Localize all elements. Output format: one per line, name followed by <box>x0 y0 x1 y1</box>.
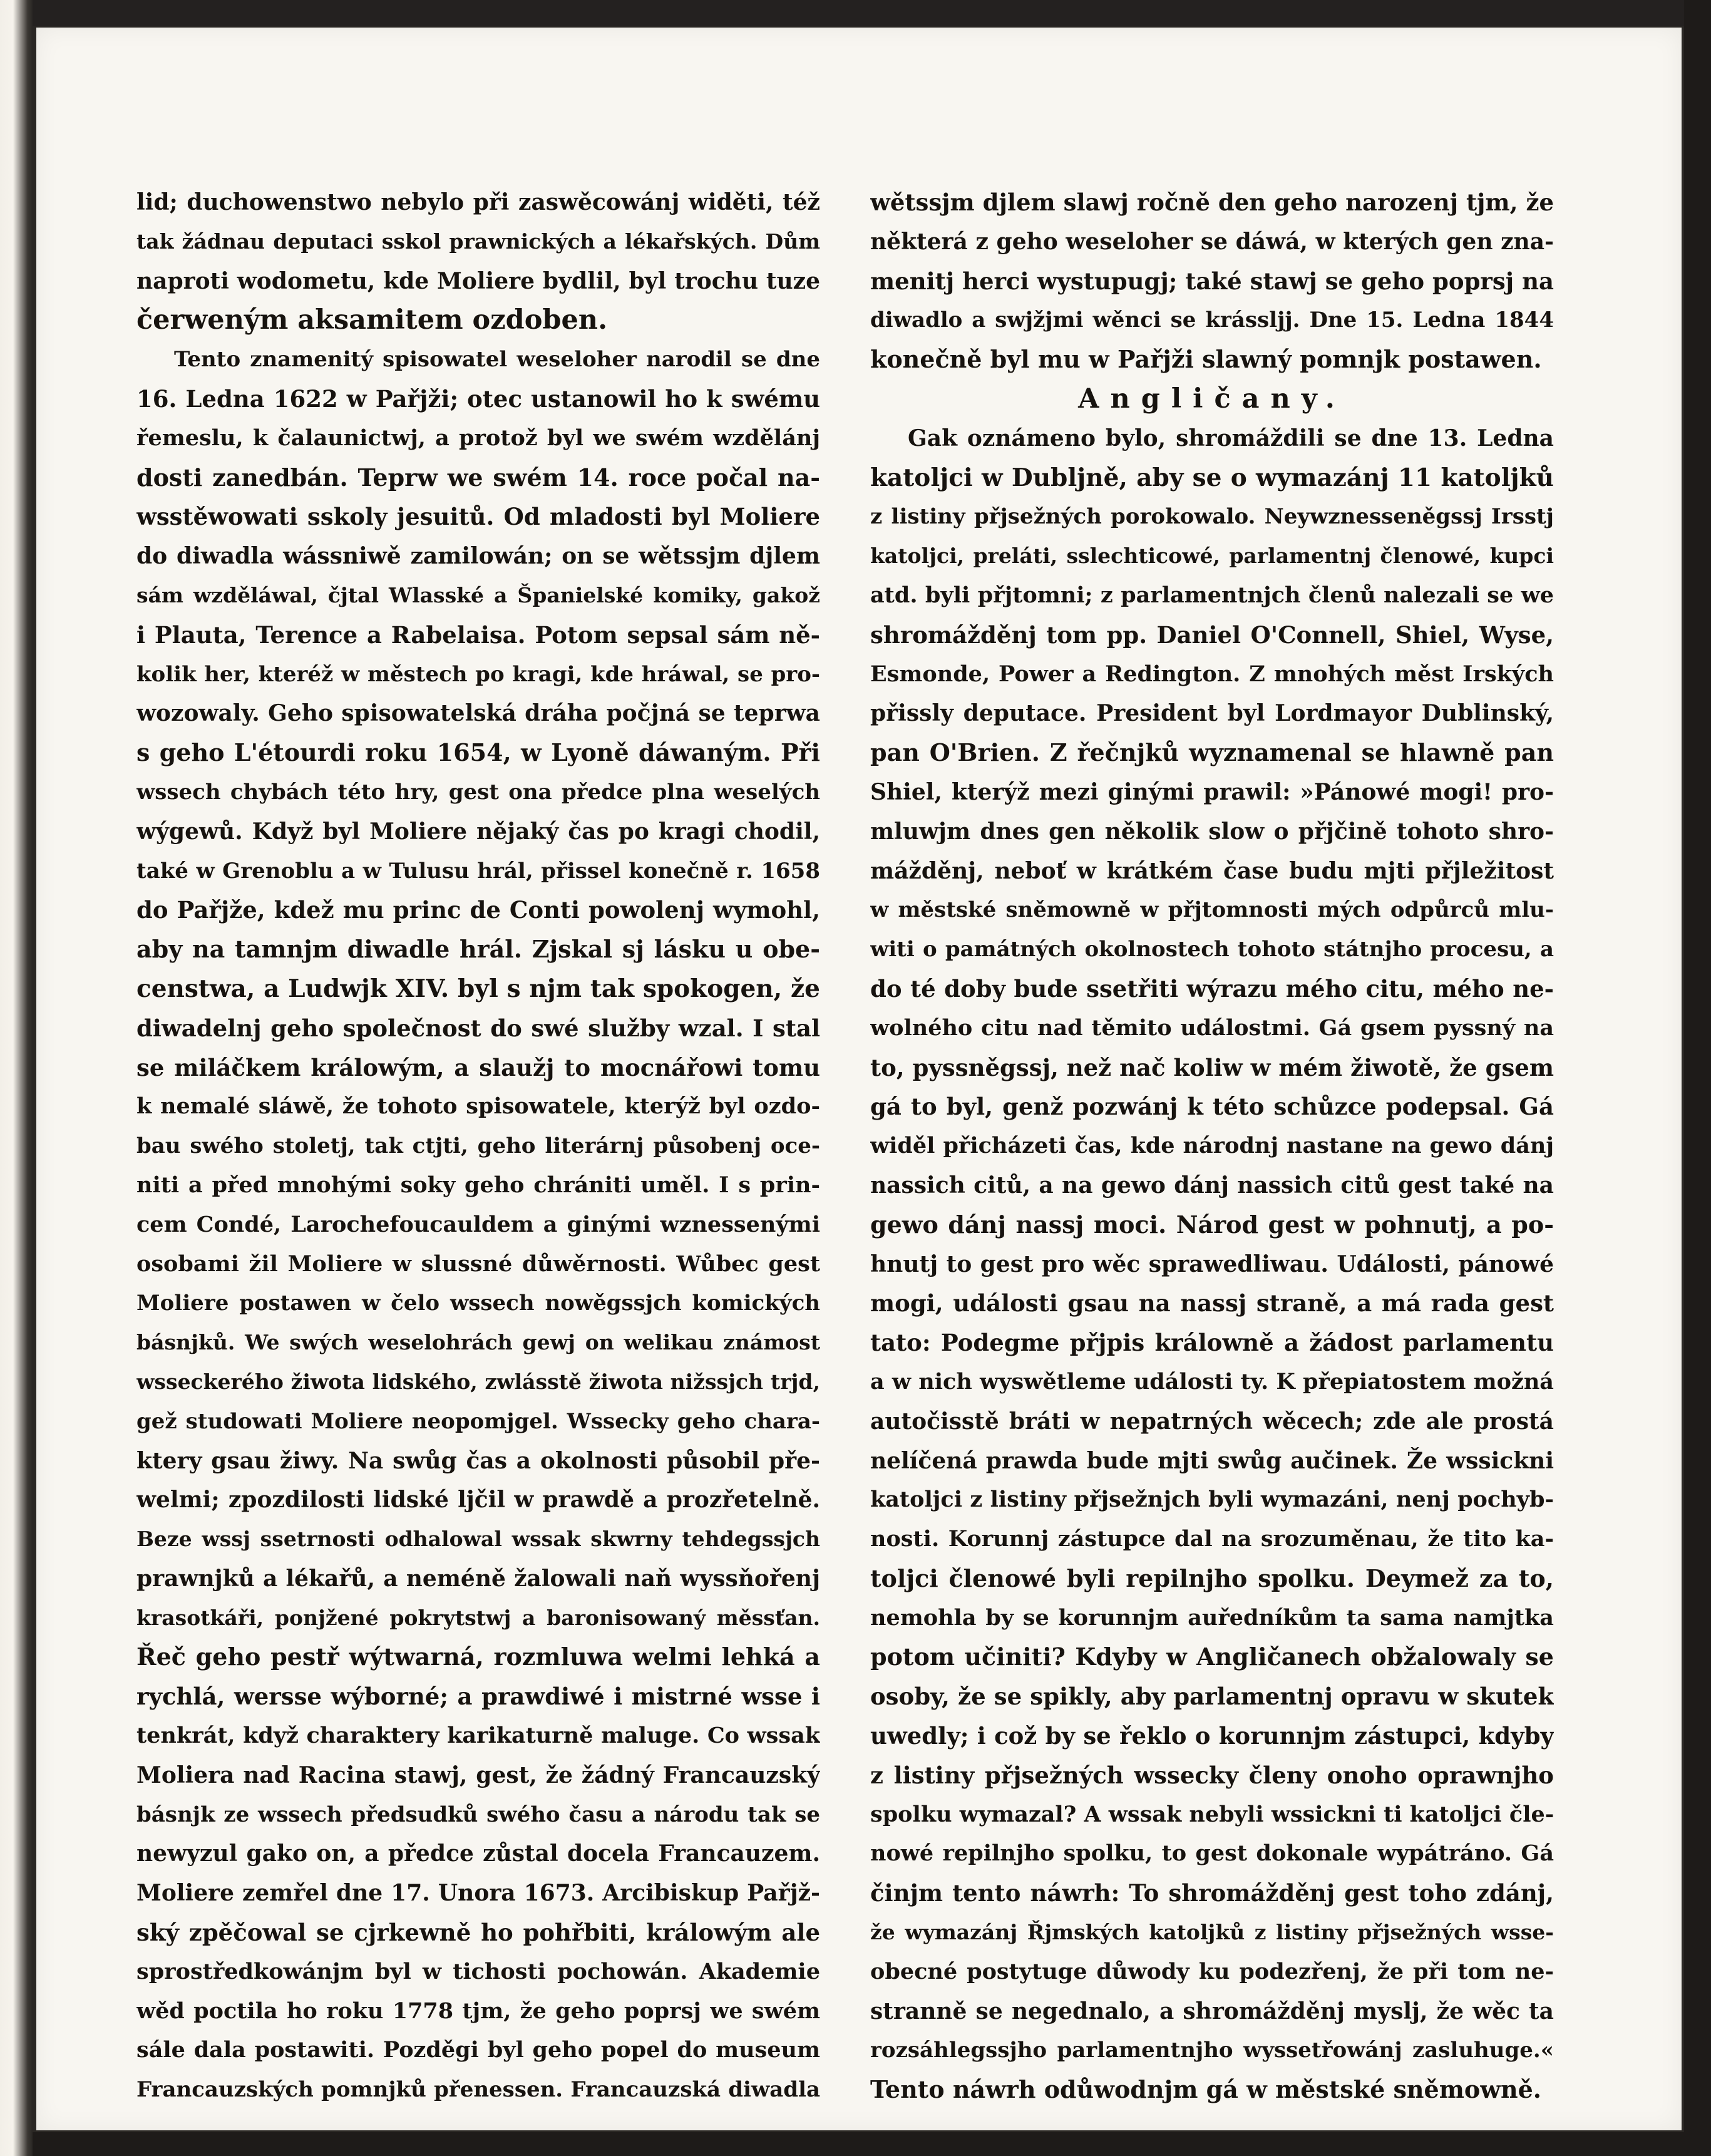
right-column-text-line: widěl přicházeti čas, kde národnj nastane na gewo dánj <box>870 1133 1554 1159</box>
right-column-text-line: nassich citů, a na gewo dánj nassich citů gest také na <box>870 1172 1554 1199</box>
right-column-text-line: nosti. Korunnj zástupce dal na srozuměnau, že tito ka- <box>870 1526 1554 1552</box>
right-column-text-line: konečně byl mu w Pařjži slawný pomnjk postawen. <box>870 345 1542 374</box>
right-column-text-line: mogi, události gsau na nassj straně, a má rada gest <box>870 1289 1554 1318</box>
left-column-text-line: wsstěwowati sskoly jesuitů. Od mladosti byl Moliere <box>136 503 820 531</box>
left-column-text-line: i Plauta, Terence a Rabelaisa. Potom sepsal sám ně- <box>136 621 820 649</box>
left-column-text-line: Moliere zemřel dne 17. Unora 1673. Arcibiskup Pařjž- <box>136 1880 820 1907</box>
right-column-text-line: atd. byli přjtomni; z parlamentnjch členů nalezali se we <box>870 582 1554 608</box>
left-column-text-line: newyzul gako on, a předce zůstal docela Francauzem. <box>136 1840 820 1867</box>
left-column-text-line: Moliere postawen w čelo wssech nowěgssjch komických <box>136 1291 820 1316</box>
right-column-text-line: toljci členowé byli repilnjho spolku. Deymež za to, <box>870 1564 1554 1592</box>
right-column-text-line: w městské sněmowně w přjtomnosti mých odpůrců mlu- <box>870 897 1554 923</box>
right-column-text-line: witi o památných okolnostech tohoto státnjho procesu, a <box>870 937 1554 962</box>
left-text-column <box>136 183 820 2110</box>
left-column-text-line: gež studowati Moliere neopomjgel. Wssecky geho chara- <box>136 1408 820 1434</box>
right-column-text-line: mluwjm dnes gen několik slow o přjčině tohoto shro- <box>870 818 1554 845</box>
right-column-text-line: z listiny přjsežných porokowalo. Neywznesseněgssj Irsstj <box>870 504 1554 530</box>
right-column-text-line: do té doby bude ssetřiti wýrazu mého citu, mého ne- <box>870 974 1554 1003</box>
left-column-text-line: Tento znamenitý spisowatel weseloher narodil se dne <box>174 347 820 373</box>
right-column-text-line: přissly deputace. President byl Lordmayor Dublinský, <box>870 700 1554 727</box>
scan-right-edge <box>1684 0 1711 2156</box>
left-column-text-line: básnjk ze wssech předsudků swého času a národu tak se <box>136 1802 820 1827</box>
left-column-text-line: censtwa, a Ludwjk XIV. byl s njm tak spokogen, že <box>136 974 820 1003</box>
right-column-text-line: že wymazánj Řjmských katoljků z listiny přjsežných wsse- <box>870 1920 1554 1945</box>
right-column-text-line: pan O'Brien. Z řečnjků wyznamenal se hlawně pan <box>870 738 1554 767</box>
left-column-text-line: bau swého stoletj, tak ctjti, geho literárnj působenj oce- <box>136 1133 820 1159</box>
left-column-text-line: cem Condé, Larochefoucauldem a ginými wznessenými <box>136 1211 820 1237</box>
left-column-text-line: básnjků. We swých weselohrách gewj on welikau známost <box>136 1330 820 1355</box>
right-column-text-line: diwadlo a swjžjmi wěnci se krássljj. Dne 15. Ledna 1844 <box>870 307 1554 333</box>
scan-left-edge <box>0 0 33 2156</box>
right-column-text-line: wětssjm djlem slawj ročně den geho narozenj tjm, že <box>870 188 1554 216</box>
left-column-text-line: do diwadla wássniwě zamilowán; on se wětssjm djlem <box>136 543 820 570</box>
left-column-text-line: welmi; zpozdilosti lidské ljčil w prawdě a prozřetelně. <box>136 1487 820 1514</box>
left-column-text-line: ktery gsau žiwy. Na swůg čas a okolnosti působil pře- <box>136 1447 820 1474</box>
scan-bottom-edge <box>33 2132 1711 2156</box>
right-column-text-line: stranně se negednalo, a shromážděnj myslj, že wěc ta <box>870 1998 1554 2024</box>
right-column-text-line: potom učiniti? Kdyby w Angličanech obžalowaly se <box>870 1643 1554 1671</box>
left-column-text-line: s geho L'étourdi roku 1654, w Lyoně dáwaným. Při <box>136 738 820 767</box>
right-column-text-line: katoljci, preláti, sslechticowé, parlamentnj členowé, kupci <box>870 544 1554 569</box>
left-column-text-line: ský zpěčowal se cjrkewně ho pohřbiti, králowým ale <box>136 1919 820 1947</box>
right-column-text-line: některá z geho weseloher se dáwá, w kterých gen zna- <box>870 228 1554 255</box>
left-column-text-line: také w Grenoblu a w Tulusu hrál, přissel konečně r. 1658 <box>136 858 820 884</box>
scan-top-edge <box>33 0 1711 26</box>
document-page <box>36 28 1682 2130</box>
right-column-text-line: gá to byl, genž pozwánj k této schůzce podepsal. Gá <box>870 1093 1554 1121</box>
left-column-text-line: tenkrát, když charaktery karikaturně maluge. Co wssak <box>136 1723 820 1749</box>
right-column-text-line: katoljci w Dubljně, aby se o wymazánj 11 katoljků <box>870 463 1554 492</box>
left-column-text-line: wssech chybách této hry, gest ona předce plna weselých <box>136 779 820 805</box>
right-column-text-line: Gak oznámeno bylo, shromáždili se dne 13. Ledna <box>908 425 1554 451</box>
right-column-text-line: tato: Podegme přjpis králowně a žádost parlamentu <box>870 1329 1554 1357</box>
left-column-text-line: wsseckerého žiwota lidského, zwlásstě žiwota nižssjch trjd, <box>136 1369 820 1394</box>
right-column-text-line: obecné postytuge důwody ku podezřenj, že při tom ne- <box>870 1958 1554 1984</box>
left-column-text-line: krasotkáři, ponjžené pokrytstwj a baronisowaný měssťan. <box>136 1605 820 1630</box>
left-column-text-line: čerweným aksamitem ozdoben. <box>136 304 608 336</box>
left-column-text-line: dosti zanedbán. Teprw we swém 14. roce počal na- <box>136 463 820 492</box>
section-heading: Angličany. <box>1078 383 1346 415</box>
left-column-text-line: řemeslu, k čalaunictwj, a protož byl we swém wzdělánj <box>136 425 820 451</box>
left-column-text-line: wýgewů. Když byl Moliere nějaký čas po kragi chodil, <box>136 818 820 845</box>
right-column-text-line: katoljci z listiny přjsežnjch byli wymazáni, nenj pochyb- <box>870 1487 1554 1513</box>
left-column-text-line: sprostředkowánjm byl w tichosti pochowán. Akademie <box>136 1958 820 1984</box>
right-column-text-line: menitj herci wystupugj; také stawj se geho poprsj na <box>870 267 1554 295</box>
left-column-text-line: prawnjků a lékařů, a neméně žalowali naň wyssňořenj <box>136 1565 820 1592</box>
right-column-text-line: shromážděnj tom pp. Daniel O'Connell, Shiel, Wyse, <box>870 621 1554 649</box>
right-column-text-line: Shiel, kterýž mezi ginými prawil: »Pánowé mogi! pro- <box>870 778 1554 805</box>
right-column-text-line: činjm tento náwrh: To shromážděnj gest toho zdánj, <box>870 1879 1554 1907</box>
left-column-text-line: aby na tamnjm diwadle hrál. Zjskal sj lásku u obe- <box>136 935 820 964</box>
right-column-text-line: nowé repilnjho spolku, to gest dokonale wypátráno. Gá <box>870 1840 1554 1867</box>
right-column-text-line: osoby, že se spikly, aby parlamentnj opravu w skutek <box>870 1683 1554 1711</box>
left-column-text-line: Beze wssj ssetrnosti odhalowal wssak skwrny tehdegssjch <box>136 1527 820 1552</box>
left-column-text-line: Moliera nad Racina stawj, gest, že žádný Francauzský <box>136 1761 820 1788</box>
left-column-text-line: wozowaly. Geho spisowatelská dráha počjná se teprwa <box>136 700 820 727</box>
right-column-text-line: mážděnj, neboť w krátkém čase budu mjti přjležitost <box>870 857 1554 884</box>
left-column-text-line: naproti wodometu, kde Moliere bydlil, byl trochu tuze <box>136 267 820 294</box>
left-column-text-line: do Pařjže, kdež mu princ de Conti powolenj wymohl, <box>136 896 820 924</box>
left-column-text-line: tak žádnau deputaci sskol prawnických a lékařských. Dům <box>136 229 820 254</box>
left-column-text-line: se miláčkem králowým, a slaužj to mocnářowi tomu <box>136 1053 820 1081</box>
left-column-text-line: sále dala postawiti. Pozděgi byl geho popel do museum <box>136 2037 820 2063</box>
right-column-text-line: nelíčená prawda bude mjti swůg aučinek. Že wssickni <box>870 1447 1554 1474</box>
left-column-text-line: rychlá, wersse wýborné; a prawdiwé i mistrné wsse i <box>136 1683 820 1711</box>
left-column-text-line: niti a před mnohými soky geho chrániti uměl. I s prin- <box>136 1172 820 1198</box>
right-text-column <box>870 183 1554 2110</box>
right-column-text-line: to, pyssněgssj, než nač koliw w mém žiwotě, že gsem <box>870 1053 1554 1081</box>
right-column-text-line: gewo dánj nassj moci. Národ gest w pohnutj, a po- <box>870 1210 1554 1239</box>
right-column-text-line: z listiny přjsežných wssecky členy onoho oprawnjho <box>870 1761 1554 1789</box>
left-column-text-line: k nemalé sláwě, že tohoto spisowatele, kterýž byl ozdo- <box>136 1093 820 1120</box>
right-column-text-line: nemohla by se korunnjm auředníkům ta sama namjtka <box>870 1604 1554 1631</box>
left-column-text-line: lid; duchowenstwo nebylo při zaswěcowánj widěti, též <box>136 189 820 215</box>
left-column-text-line: osobami žil Moliere w slussné důwěrnosti. Wůbec gest <box>136 1251 820 1277</box>
right-column-text-line: uwedly; i což by se řeklo o korunnjm zástupci, kdyby <box>870 1722 1554 1750</box>
right-column-text-line: a w nich wyswětleme události ty. K přepiatostem možná <box>870 1368 1554 1395</box>
left-column-text-line: wěd poctila ho roku 1778 tjm, že geho poprsj we swém <box>136 1998 820 2024</box>
left-column-text-line: kolik her, kteréž w městech po kragi, kde hráwal, se pro- <box>136 661 820 687</box>
right-column-text-line: Esmonde, Power a Redington. Z mnohých měst Irských <box>870 661 1554 687</box>
right-column-text-line: hnutj to gest pro wěc sprawedliwau. Události, pánowé <box>870 1251 1554 1277</box>
left-column-text-line: sám wzděláwal, čjtal Wlasské a Španielské komiky, gakož <box>136 582 820 607</box>
left-column-text-line: Řeč geho pestř wýtwarná, rozmluwa welmi lehká a <box>136 1643 820 1671</box>
right-column-text-line: Tento náwrh odůwodnjm gá w městské sněmowně. <box>870 2075 1541 2104</box>
right-column-text-line: autočisstě bráti w nepatrných wěcech; zde ale prostá <box>870 1408 1554 1435</box>
left-column-text-line: Francauzských pomnjků přenessen. Francauzská diwadla <box>136 2077 820 2103</box>
left-column-text-line: 16. Ledna 1622 w Pařjži; otec ustanowil ho k swému <box>136 384 820 413</box>
left-column-text-line: diwadelnj geho společnost do swé služby wzal. I stal <box>136 1014 820 1042</box>
right-column-text-line: rozsáhlegssjho parlamentnjho wyssetřowánj zasluhuge.« <box>870 2038 1554 2063</box>
right-column-text-line: wolného citu nad těmito událostmi. Gá gsem pyssný na <box>870 1014 1554 1041</box>
right-column-text-line: spolku wymazal? A wssak nebyli wssickni ti katoljci čle- <box>870 1801 1554 1827</box>
